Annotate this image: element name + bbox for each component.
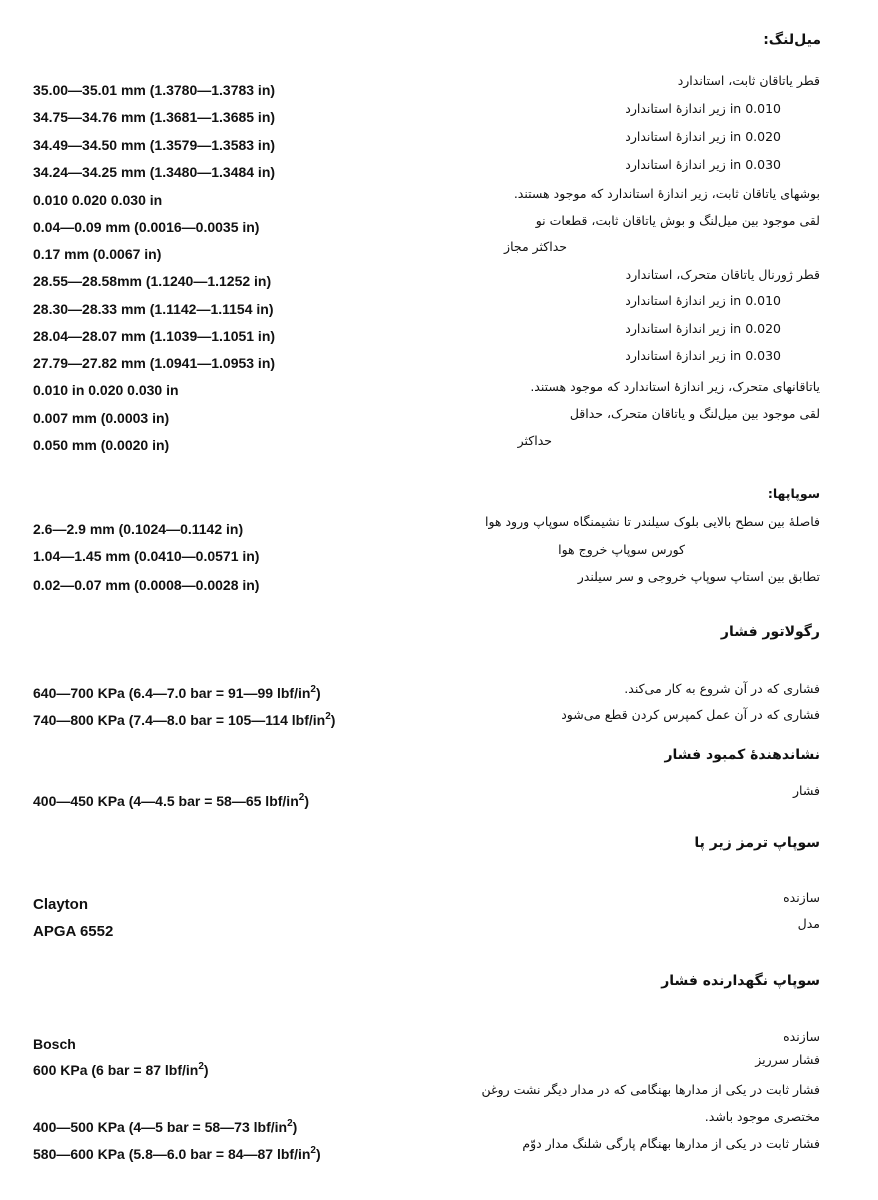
section-heading-pressure-hold-valve: سوپاپ نگهدارنده فشار bbox=[661, 973, 820, 989]
cut-in-value bbox=[33, 684, 321, 702]
main-undersize-3-label: 0.030 in زیر اندازهٔ استاندارد bbox=[625, 157, 781, 172]
superscript: 2 bbox=[325, 711, 331, 722]
main-bush-sizes-value: 0.010 0.020 0.030 in bbox=[33, 192, 163, 208]
maker2-label: سازنده bbox=[783, 1029, 820, 1044]
hold-leak-label-line2: مختصری موجود باشد. bbox=[704, 1109, 820, 1124]
big-end-sizes-value: 0.010 in 0.020 0.030 in bbox=[33, 382, 179, 398]
overflow-label: فشار سرریز bbox=[755, 1052, 820, 1067]
low-pressure-value bbox=[33, 792, 309, 810]
big-end-max-value: 0.050 mm (0.0020 in) bbox=[33, 437, 170, 453]
cut-in-end: ) bbox=[315, 685, 321, 701]
maker2-value: Bosch bbox=[33, 1036, 76, 1052]
superscript: 2 bbox=[287, 1118, 293, 1129]
overflow-end: ) bbox=[203, 1062, 209, 1078]
section-heading-valves: سوپاپها: bbox=[767, 486, 820, 501]
cut-in-text: 640—700 KPa (6.4—7.0 bar = 91—99 lbf/in bbox=[33, 685, 311, 701]
superscript: 2 bbox=[298, 792, 305, 803]
section-heading-foot-brake-valve: سوپاپ ترمز زیر پا bbox=[694, 835, 820, 851]
overflow-text: 600 KPa (6 bar = 87 lbf/in bbox=[33, 1062, 199, 1078]
main-clearance-value: 0.04—0.09 mm (0.0016—0.0035 in) bbox=[33, 219, 260, 235]
hold-leak-text: 400—500 KPa (4—5 bar = 58—73 lbf/in bbox=[33, 1119, 288, 1135]
journal-undersize-2-label: 0.020 in زیر اندازهٔ استاندارد bbox=[625, 321, 781, 336]
hold-burst-value bbox=[33, 1145, 321, 1163]
section-heading-crankshaft: میل‌لنگ: bbox=[763, 32, 821, 48]
valve-fit-label: تطابق بین استاپ سوپاپ خروجی و سر سیلندر bbox=[577, 569, 820, 584]
main-bearing-diameter-value: 35.00—35.01 mm (1.3780—1.3783 in) bbox=[33, 82, 276, 98]
main-bearing-diameter-label: قطر یاتاقان ثابت، استاندارد bbox=[677, 73, 820, 88]
hold-leak-value bbox=[33, 1118, 297, 1136]
low-pressure-label: فشار bbox=[793, 783, 820, 798]
valve-head-distance-label: فاصلهٔ بین سطح بالایی بلوک سیلندر تا نشیمنگاه سوپاپ ورود هوا bbox=[485, 514, 820, 529]
maker-value: Clayton bbox=[33, 896, 89, 913]
big-end-clearance-value: 0.007 mm (0.0003 in) bbox=[33, 410, 170, 426]
low-pressure-text: 400—450 KPa (4—4.5 bar = 58—65 lbf/in bbox=[33, 793, 299, 809]
cut-out-value bbox=[33, 711, 335, 729]
section-heading-regulator: رگولاتور فشار bbox=[720, 624, 820, 640]
journal-diameter-value: 28.55—28.58mm (1.1240—1.1252 in) bbox=[33, 273, 272, 289]
hold-burst-label: فشار ثابت در یکی از مدارها بهنگام پارگی شلنگ مدار دوّم bbox=[522, 1136, 820, 1151]
big-end-sizes-label: یاتاقانهای متحرک، زیر اندازهٔ استاندارد که موجود هستند. bbox=[530, 379, 820, 394]
journal-undersize-3-value: 27.79—27.82 mm (1.0941—1.0953 in) bbox=[33, 355, 276, 371]
superscript: 2 bbox=[198, 1061, 204, 1072]
model-label: مدل bbox=[797, 916, 820, 931]
big-end-clearance-label: لقی موجود بین میل‌لنگ و یاتاقان متحرک، حداقل bbox=[569, 406, 820, 421]
exhaust-stroke-label: کورس سوپاپ خروج هوا bbox=[558, 542, 685, 557]
cut-out-label: فشاری که در آن عمل کمپرس کردن قطع می‌شود bbox=[561, 707, 820, 722]
main-bush-sizes-label: بوشهای یاتاقان ثابت، زیر اندازهٔ استاندارد که موجود هستند. bbox=[513, 186, 820, 201]
hold-burst-text: 580—600 KPa (5.8—6.0 bar = 84—87 lbf/in bbox=[33, 1146, 311, 1162]
superscript: 2 bbox=[310, 684, 316, 695]
big-end-max-label: حداکثر bbox=[517, 433, 552, 448]
hold-leak-end: ) bbox=[292, 1119, 298, 1135]
main-undersize-1-value: 34.75—34.76 mm (1.3681—1.3685 in) bbox=[33, 109, 276, 125]
hold-burst-end: ) bbox=[315, 1146, 321, 1162]
valve-head-distance-value: 2.6—2.9 mm (0.1024—0.1142 in) bbox=[33, 521, 244, 537]
main-undersize-2-label: 0.020 in زیر اندازهٔ استاندارد bbox=[625, 129, 781, 144]
model-value: APGA 6552 bbox=[33, 923, 114, 940]
main-undersize-2-value: 34.49—34.50 mm (1.3579—1.3583 in) bbox=[33, 137, 276, 153]
cut-out-end: ) bbox=[330, 712, 336, 728]
exhaust-stroke-value: 1.04—1.45 mm (0.0410—0.0571 in) bbox=[33, 548, 260, 564]
journal-undersize-3-label: 0.030 in زیر اندازهٔ استاندارد bbox=[625, 348, 781, 363]
main-undersize-1-label: 0.010 in زیر اندازهٔ استاندارد bbox=[625, 101, 781, 116]
hold-leak-label-line1: فشار ثابت در یکی از مدارها بهنگامی که در مدار دیگر نشت روغن bbox=[481, 1082, 820, 1097]
main-clearance-label: لقی موجود بین میل‌لنگ و بوش یاتاقان ثابت، قطعات نو bbox=[535, 213, 820, 228]
cut-out-text: 740—800 KPa (7.4—8.0 bar = 105—114 lbf/in bbox=[33, 712, 326, 728]
section-heading-low-pressure: نشاندهندهٔ کمبود فشار bbox=[664, 747, 820, 763]
main-max-label: حداکثر مجاز bbox=[504, 239, 567, 254]
maker-label: سازنده bbox=[783, 890, 820, 905]
journal-undersize-2-value: 28.04—28.07 mm (1.1039—1.1051 in) bbox=[33, 328, 276, 344]
journal-undersize-1-label: 0.010 in زیر اندازهٔ استاندارد bbox=[625, 293, 781, 308]
main-undersize-3-value: 34.24—34.25 mm (1.3480—1.3484 in) bbox=[33, 164, 276, 180]
main-max-value: 0.17 mm (0.0067 in) bbox=[33, 246, 162, 262]
journal-diameter-label: قطر ژورنال یاتاقان متحرک، استاندارد bbox=[625, 267, 820, 282]
low-pressure-end: ) bbox=[304, 793, 309, 809]
cut-in-label: فشاری که در آن شروع به کار می‌کند. bbox=[624, 681, 820, 696]
valve-fit-value: 0.02—0.07 mm (0.0008—0.0028 in) bbox=[33, 577, 260, 593]
journal-undersize-1-value: 28.30—28.33 mm (1.1142—1.1154 in) bbox=[33, 301, 274, 317]
overflow-value bbox=[33, 1061, 209, 1079]
superscript: 2 bbox=[310, 1145, 316, 1156]
